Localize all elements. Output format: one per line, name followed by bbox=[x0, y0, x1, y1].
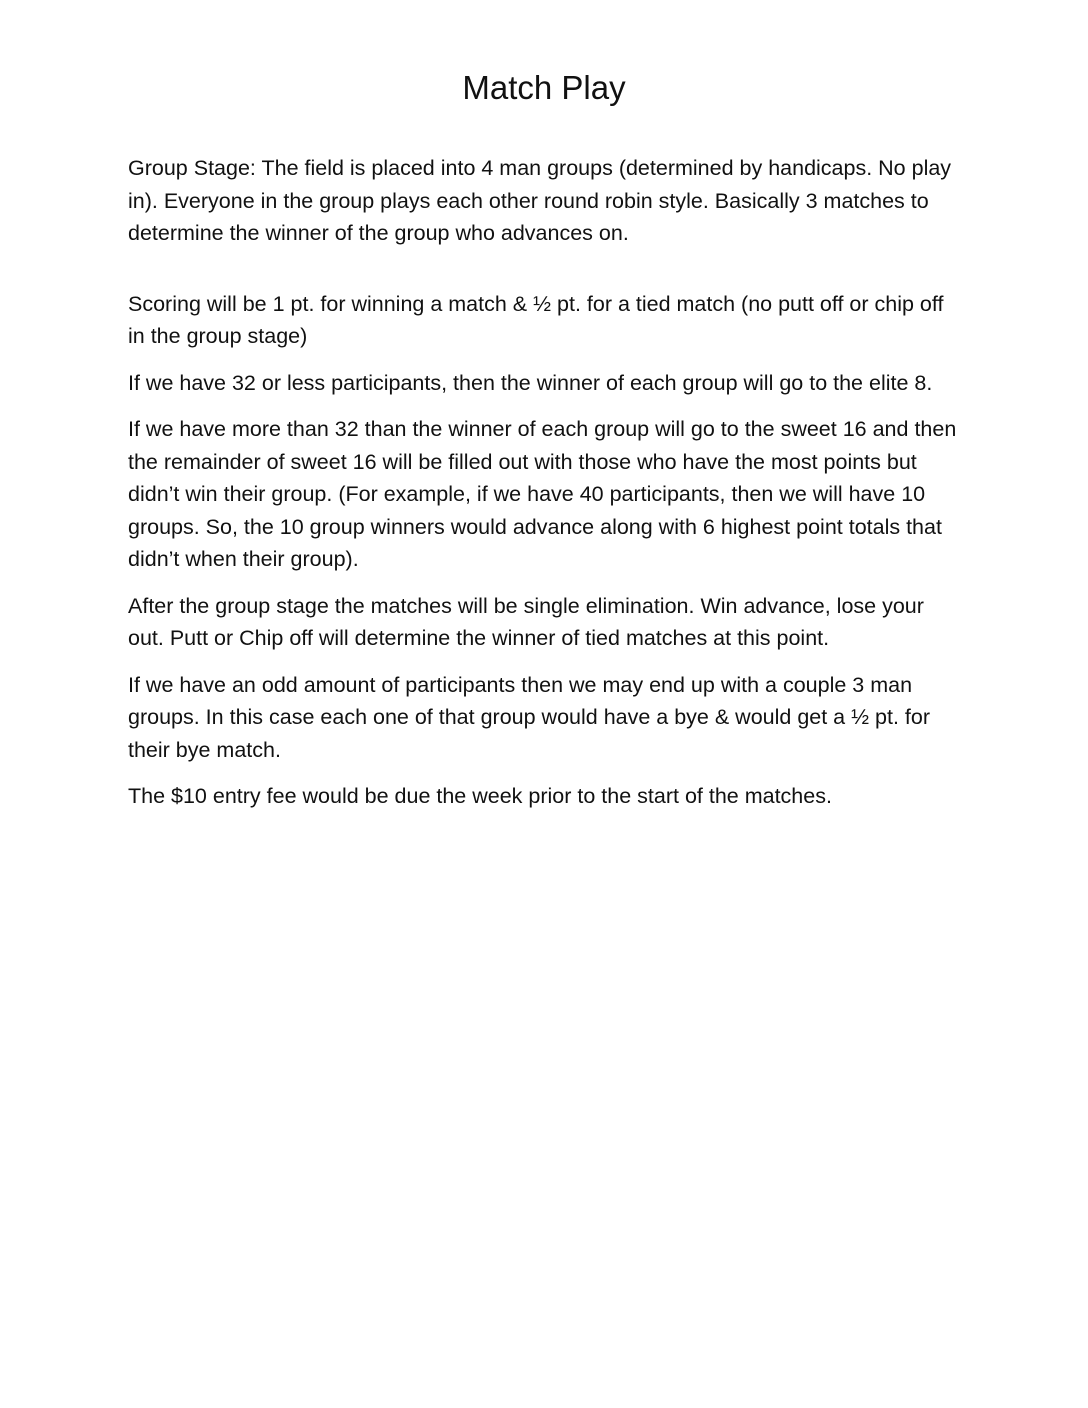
paragraph-scoring: Scoring will be 1 pt. for winning a match & ½ pt. for a tied match (no putt off or chip off in the group stage) bbox=[128, 291, 944, 348]
paragraph-single-elimination: After the group stage the matches will be single elimination. Win advance, lose your out. Putt or Chip off will determine the winner of tied matches at this point. bbox=[128, 593, 924, 650]
page-title: Match Play bbox=[462, 69, 626, 106]
document-body bbox=[128, 152, 958, 827]
paragraph-sweet-16: If we have more than 32 than the winner of each group will go to the sweet 16 and then the remainder of sweet 16 will be filled out with those who have the most points but didn’t win their group. (For example, if we have 40 participants, then we will have 10 groups. So, the 10 group winners would advance along with 6 highest point totals that didn’t when their group). bbox=[128, 417, 957, 571]
paragraph-elite-8: If we have 32 or less participants, then the winner of each group will go to the elite 8. bbox=[128, 370, 933, 395]
paragraph-group-stage: Group Stage: The field is placed into 4 man groups (determined by handicaps. No play in). Everyone in the group plays each other round robin style. Basically 3 matches to determine the winner of the group who advances on. bbox=[128, 156, 952, 245]
paragraph-entry-fee: The $10 entry fee would be due the week prior to the start of the matches. bbox=[128, 784, 832, 808]
paragraph-odd-participants: If we have an odd amount of participants then we may end up with a couple 3 man groups. In this case each one of that group would have a bye & would get a ½ pt. for their bye match. bbox=[128, 672, 930, 762]
